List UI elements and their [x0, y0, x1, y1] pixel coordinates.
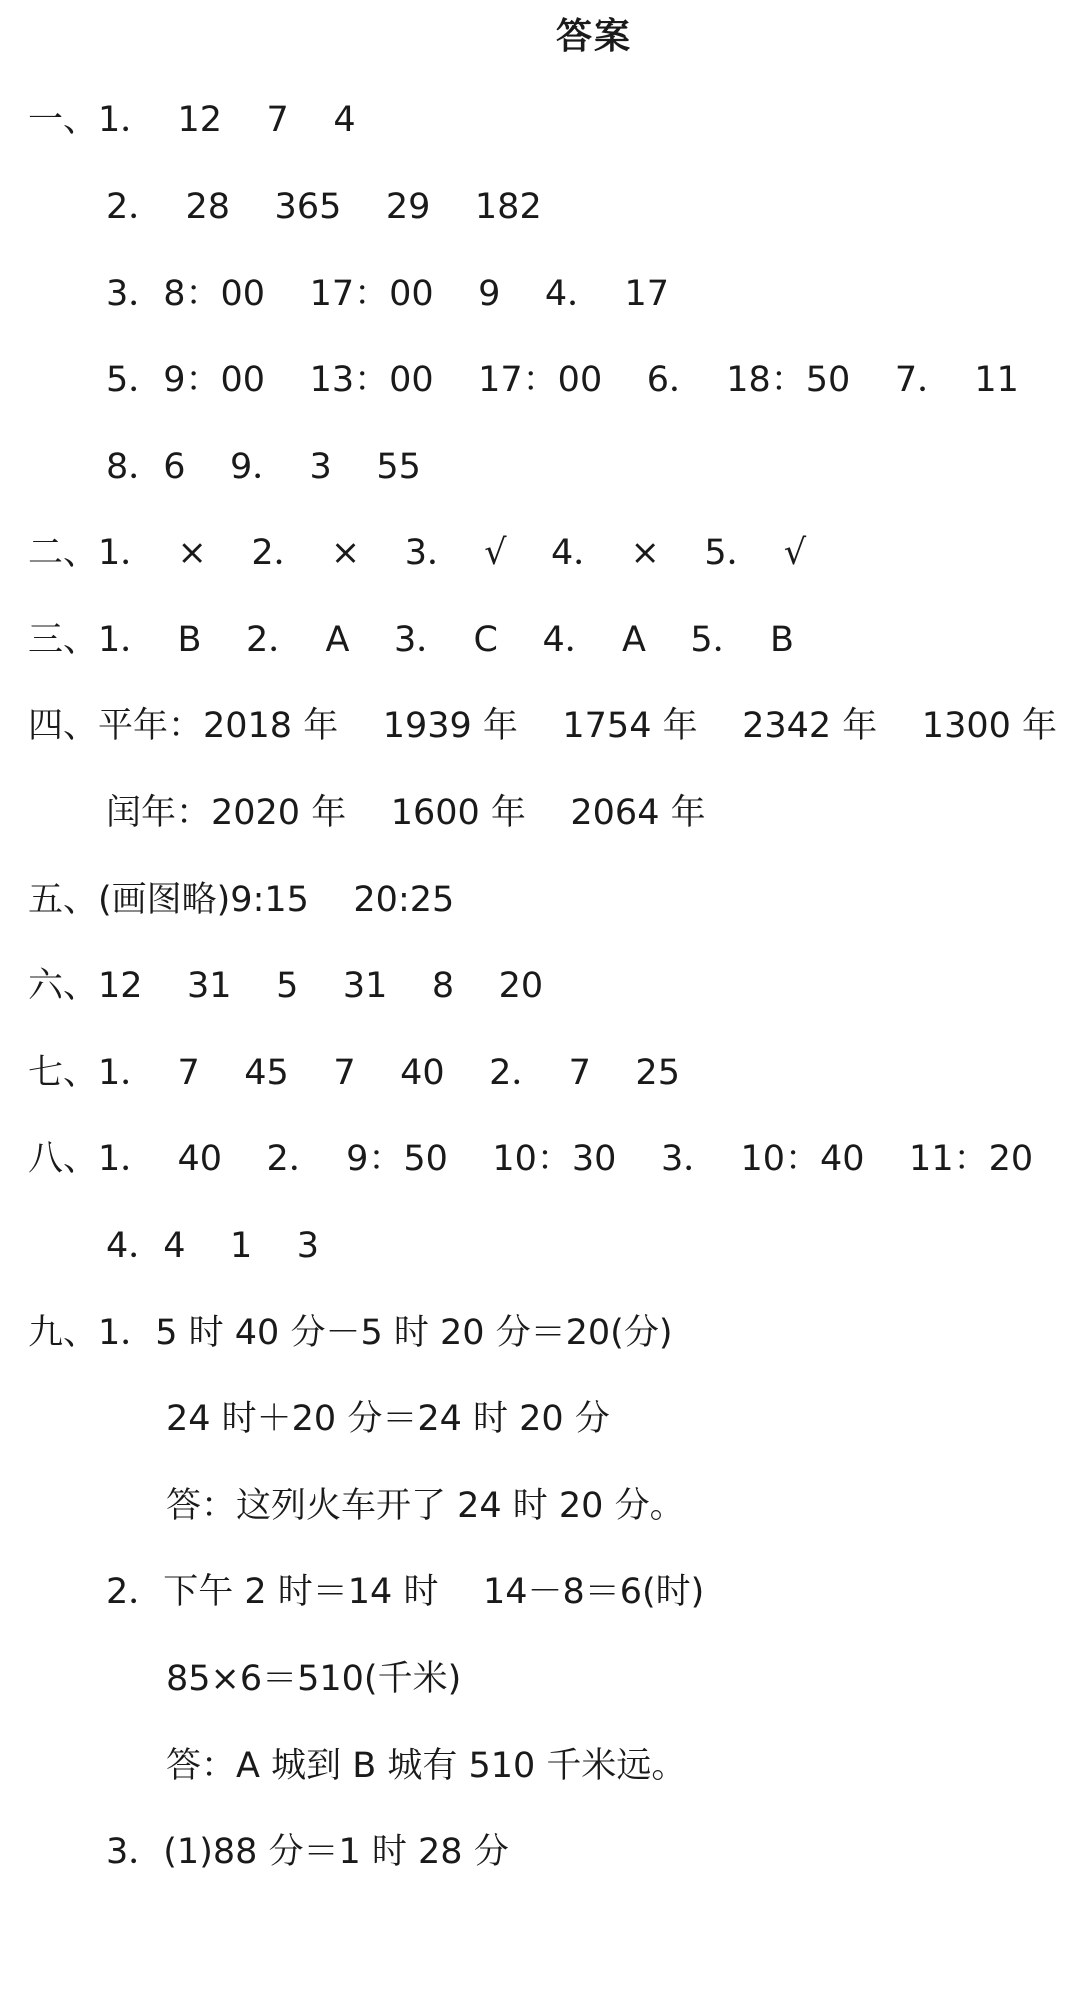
section-1-line-2: 2． 28 365 29 182	[106, 187, 542, 227]
section-4-line-2: 闰年：2020 年 1600 年 2064 年	[106, 793, 706, 833]
section-1-line-3: 3．8：00 17：00 9 4． 17	[106, 274, 669, 314]
section-9-line-2: 24 时＋20 分＝24 时 20 分	[166, 1399, 610, 1439]
section-5-line: 五、(画图略)9:15 20:25	[28, 880, 455, 920]
section-1-line-1: 一、1． 12 7 4	[28, 100, 356, 140]
section-4-line-1: 四、平年：2018 年 1939 年 1754 年 2342 年 1300 年	[28, 706, 1057, 746]
section-8-line-1: 八、1． 40 2． 9：50 10：30 3． 10：40 11：20	[28, 1139, 1034, 1179]
section-8-line-2: 4．4 1 3	[106, 1226, 320, 1266]
section-7-line: 七、1． 7 45 7 40 2． 7 25	[28, 1053, 680, 1093]
section-9-line-6: 答：A 城到 B 城有 510 千米远。	[166, 1746, 687, 1786]
section-2-line: 二、1． × 2． × 3． √ 4． × 5． √	[28, 533, 807, 573]
section-1-line-4: 5．9：00 13：00 17：00 6． 18：50 7． 11	[106, 360, 1019, 400]
section-1-line-5: 8．6 9． 3 55	[106, 447, 421, 487]
section-9-line-7: 3．(1)88 分＝1 时 28 分	[106, 1832, 509, 1872]
page-title: 答案	[555, 16, 632, 57]
section-9-line-3: 答：这列火车开了 24 时 20 分。	[166, 1486, 685, 1526]
section-9-line-1: 九、1．5 时 40 分－5 时 20 分＝20(分)	[28, 1313, 673, 1353]
section-3-line: 三、1． B 2． A 3． C 4． A 5． B	[28, 620, 794, 660]
section-9-line-4: 2．下午 2 时＝14 时 14－8＝6(时)	[106, 1572, 705, 1612]
section-9-line-5: 85×6＝510(千米)	[166, 1659, 462, 1699]
section-6-line: 六、12 31 5 31 8 20	[28, 966, 544, 1006]
